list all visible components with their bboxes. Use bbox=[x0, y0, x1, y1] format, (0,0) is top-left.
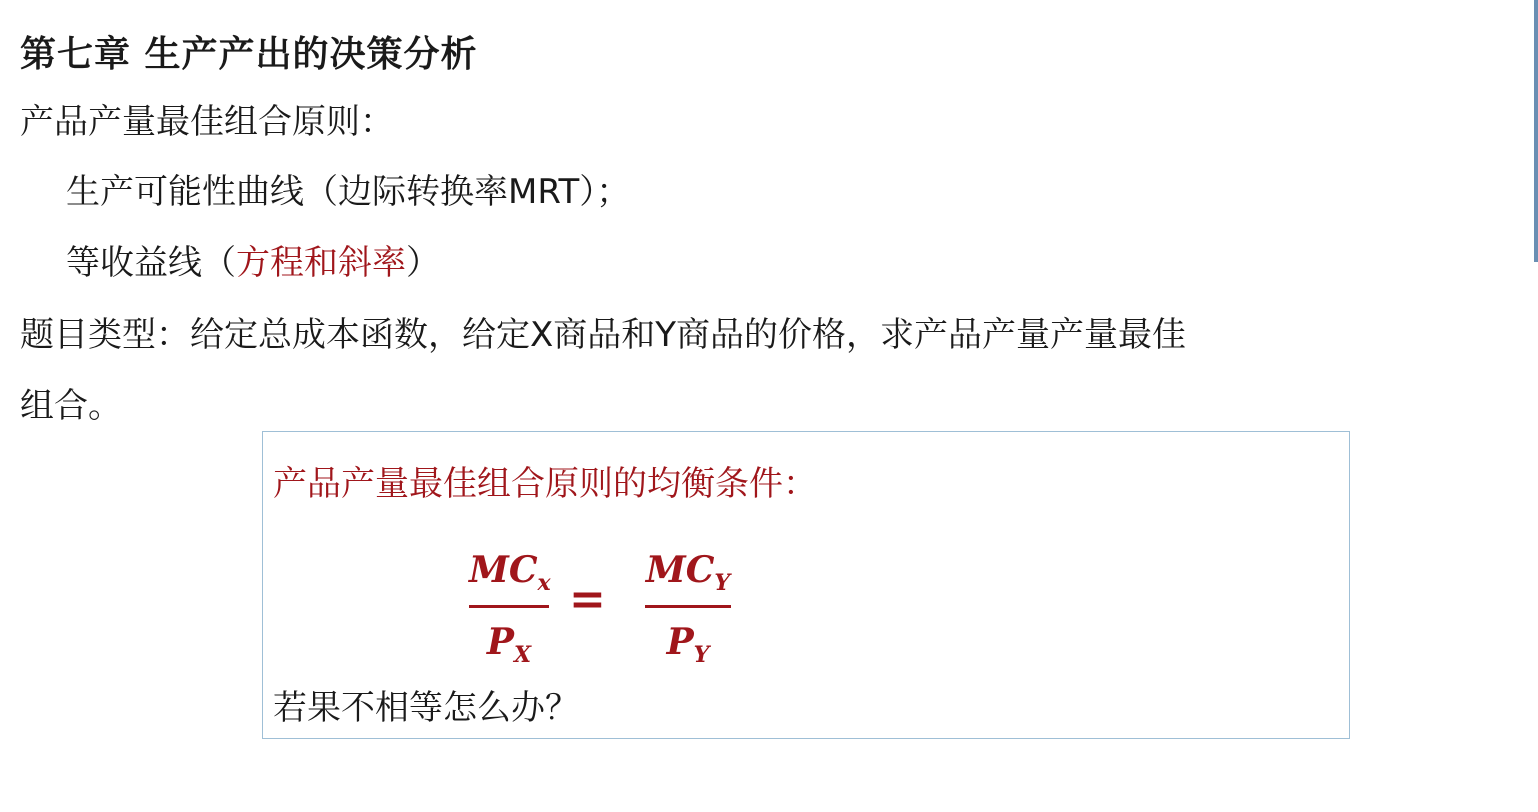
fraction-y-numerator bbox=[645, 550, 731, 603]
fraction-x bbox=[469, 550, 549, 675]
fraction-y bbox=[645, 550, 731, 675]
fraction-x-numerator bbox=[469, 550, 549, 603]
principle-heading: 产品产量最佳组合原则： bbox=[20, 102, 394, 142]
equilibrium-box bbox=[262, 431, 1350, 739]
equals-sign: = bbox=[569, 574, 606, 625]
isorevenue-prefix: 等收益线（ bbox=[66, 243, 236, 283]
mc-y-symbol: MC bbox=[645, 549, 715, 591]
p-y-subscript: Y bbox=[693, 642, 710, 668]
fraction-x-bar bbox=[469, 605, 549, 608]
mc-x-symbol: MC bbox=[469, 549, 538, 591]
isorevenue-item bbox=[66, 241, 440, 285]
mc-y-subscript: Y bbox=[714, 570, 731, 596]
fraction-y-denominator bbox=[645, 622, 731, 675]
equilibrium-box-title: 产品产量最佳组合原则的均衡条件： bbox=[273, 464, 817, 504]
problem-type-line-1: 题目类型：给定总成本函数，给定X商品和Y商品的价格，求产品产量产量最佳 bbox=[20, 315, 1187, 355]
fraction-y-bar bbox=[645, 605, 731, 608]
isorevenue-suffix: ） bbox=[406, 243, 440, 283]
right-edge-bar bbox=[1534, 0, 1538, 262]
ppc-item: 生产可能性曲线（边际转换率MRT）； bbox=[66, 172, 631, 212]
p-x-symbol: P bbox=[486, 621, 514, 663]
unequal-question: 若果不相等怎么办？ bbox=[273, 688, 579, 728]
p-x-subscript: X bbox=[514, 642, 532, 668]
isorevenue-highlight: 方程和斜率 bbox=[236, 243, 406, 283]
problem-type-line-2: 组合。 bbox=[20, 386, 122, 426]
fraction-x-denominator bbox=[469, 622, 549, 675]
slide-title: 第七章 生产产出的决策分析 bbox=[20, 34, 478, 75]
mc-x-subscript: x bbox=[537, 570, 551, 596]
p-y-symbol: P bbox=[666, 621, 694, 663]
